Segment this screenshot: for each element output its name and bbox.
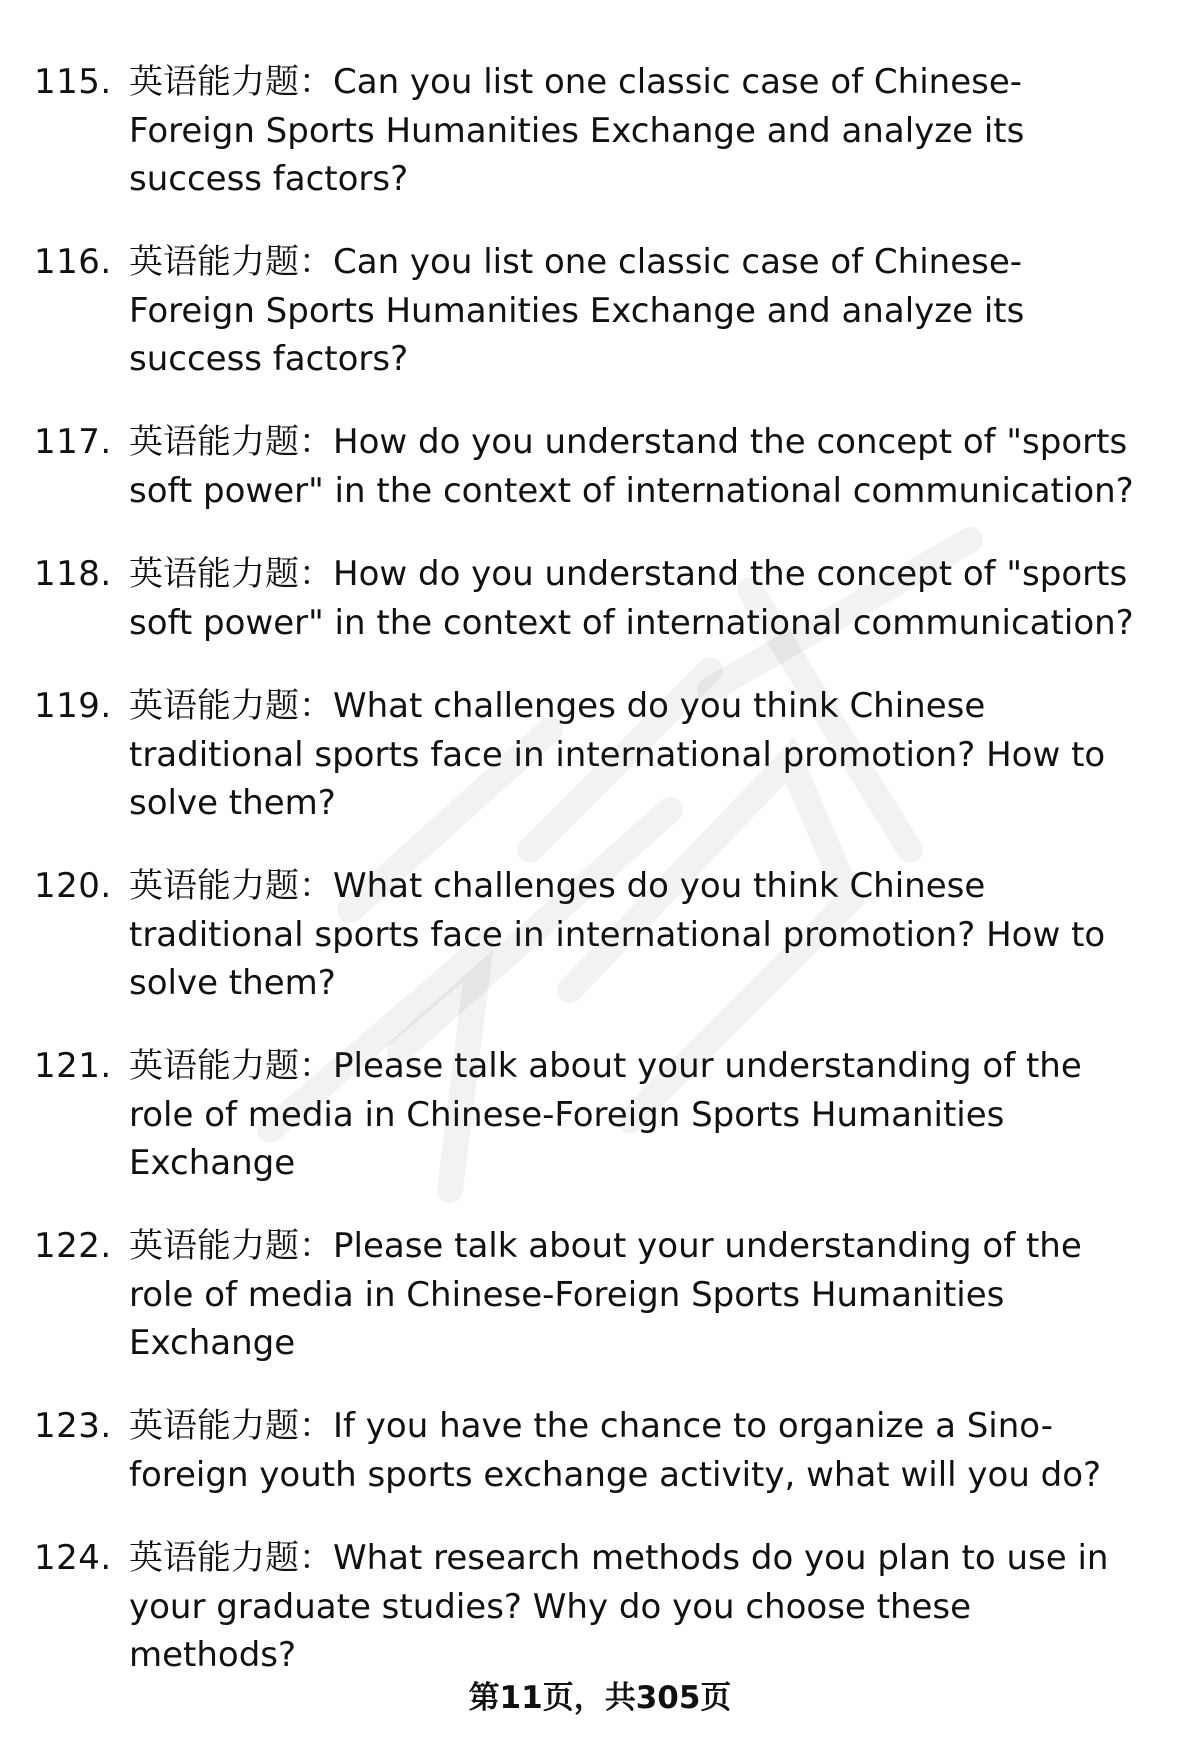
question-number: 124.	[34, 1538, 112, 1578]
question-number: 118.	[34, 554, 112, 594]
question-text: How do you understand the concept of "sports soft power" in the context of international communication?	[129, 422, 1134, 511]
question-body	[129, 862, 1169, 1008]
question-number: 121.	[34, 1046, 112, 1086]
question-tag: 英语能力题：	[129, 686, 333, 726]
question-tag: 英语能力题：	[129, 554, 333, 594]
question-text: What challenges do you think Chinese traditional sports face in international promotion? How to solve them?	[129, 866, 1106, 1003]
question-text: Can you list one classic case of Chinese- Foreign Sports Humanities Exchange and analyze its success factors?	[129, 242, 1025, 379]
page-footer: 第11页，共305页	[468, 1680, 732, 1716]
question-body	[129, 1402, 1169, 1499]
question-text: Can you list one classic case of Chinese- Foreign Sports Humanities Exchange and analyze its success factors?	[129, 62, 1025, 199]
question-tag: 英语能力题：	[129, 242, 333, 282]
question-body	[129, 550, 1169, 647]
question-number: 119.	[34, 686, 112, 726]
question-number: 116.	[34, 242, 112, 282]
question-tag: 英语能力题：	[129, 1406, 333, 1446]
question-number: 123.	[34, 1406, 112, 1446]
question-tag: 英语能力题：	[129, 1226, 333, 1266]
question-body	[129, 238, 1169, 384]
question-number: 117.	[34, 422, 112, 462]
question-body	[129, 418, 1169, 515]
question-text: If you have the chance to organize a Sino- foreign youth sports exchange activity, what will you do?	[129, 1406, 1102, 1495]
question-body	[129, 1222, 1169, 1368]
question-text: How do you understand the concept of "sports soft power" in the context of international communication?	[129, 554, 1134, 643]
question-body	[129, 682, 1169, 828]
question-text: What challenges do you think Chinese traditional sports face in international promotion? How to solve them?	[129, 686, 1106, 823]
question-body	[129, 1534, 1169, 1680]
question-tag: 英语能力题：	[129, 1538, 333, 1578]
question-tag: 英语能力题：	[129, 62, 333, 102]
question-number: 120.	[34, 866, 112, 906]
question-text: Please talk about your understanding of the role of media in Chinese-Foreign Sports Humanities Exchange	[129, 1046, 1082, 1183]
question-tag: 英语能力题：	[129, 866, 333, 906]
question-body	[129, 58, 1169, 204]
question-text: What research methods do you plan to use in your graduate studies? Why do you choose these methods?	[129, 1538, 1109, 1675]
question-number: 115.	[34, 62, 112, 102]
question-tag: 英语能力题：	[129, 422, 333, 462]
question-number: 122.	[34, 1226, 112, 1266]
question-body	[129, 1042, 1169, 1188]
question-tag: 英语能力题：	[129, 1046, 333, 1086]
question-text: Please talk about your understanding of the role of media in Chinese-Foreign Sports Humanities Exchange	[129, 1226, 1082, 1363]
